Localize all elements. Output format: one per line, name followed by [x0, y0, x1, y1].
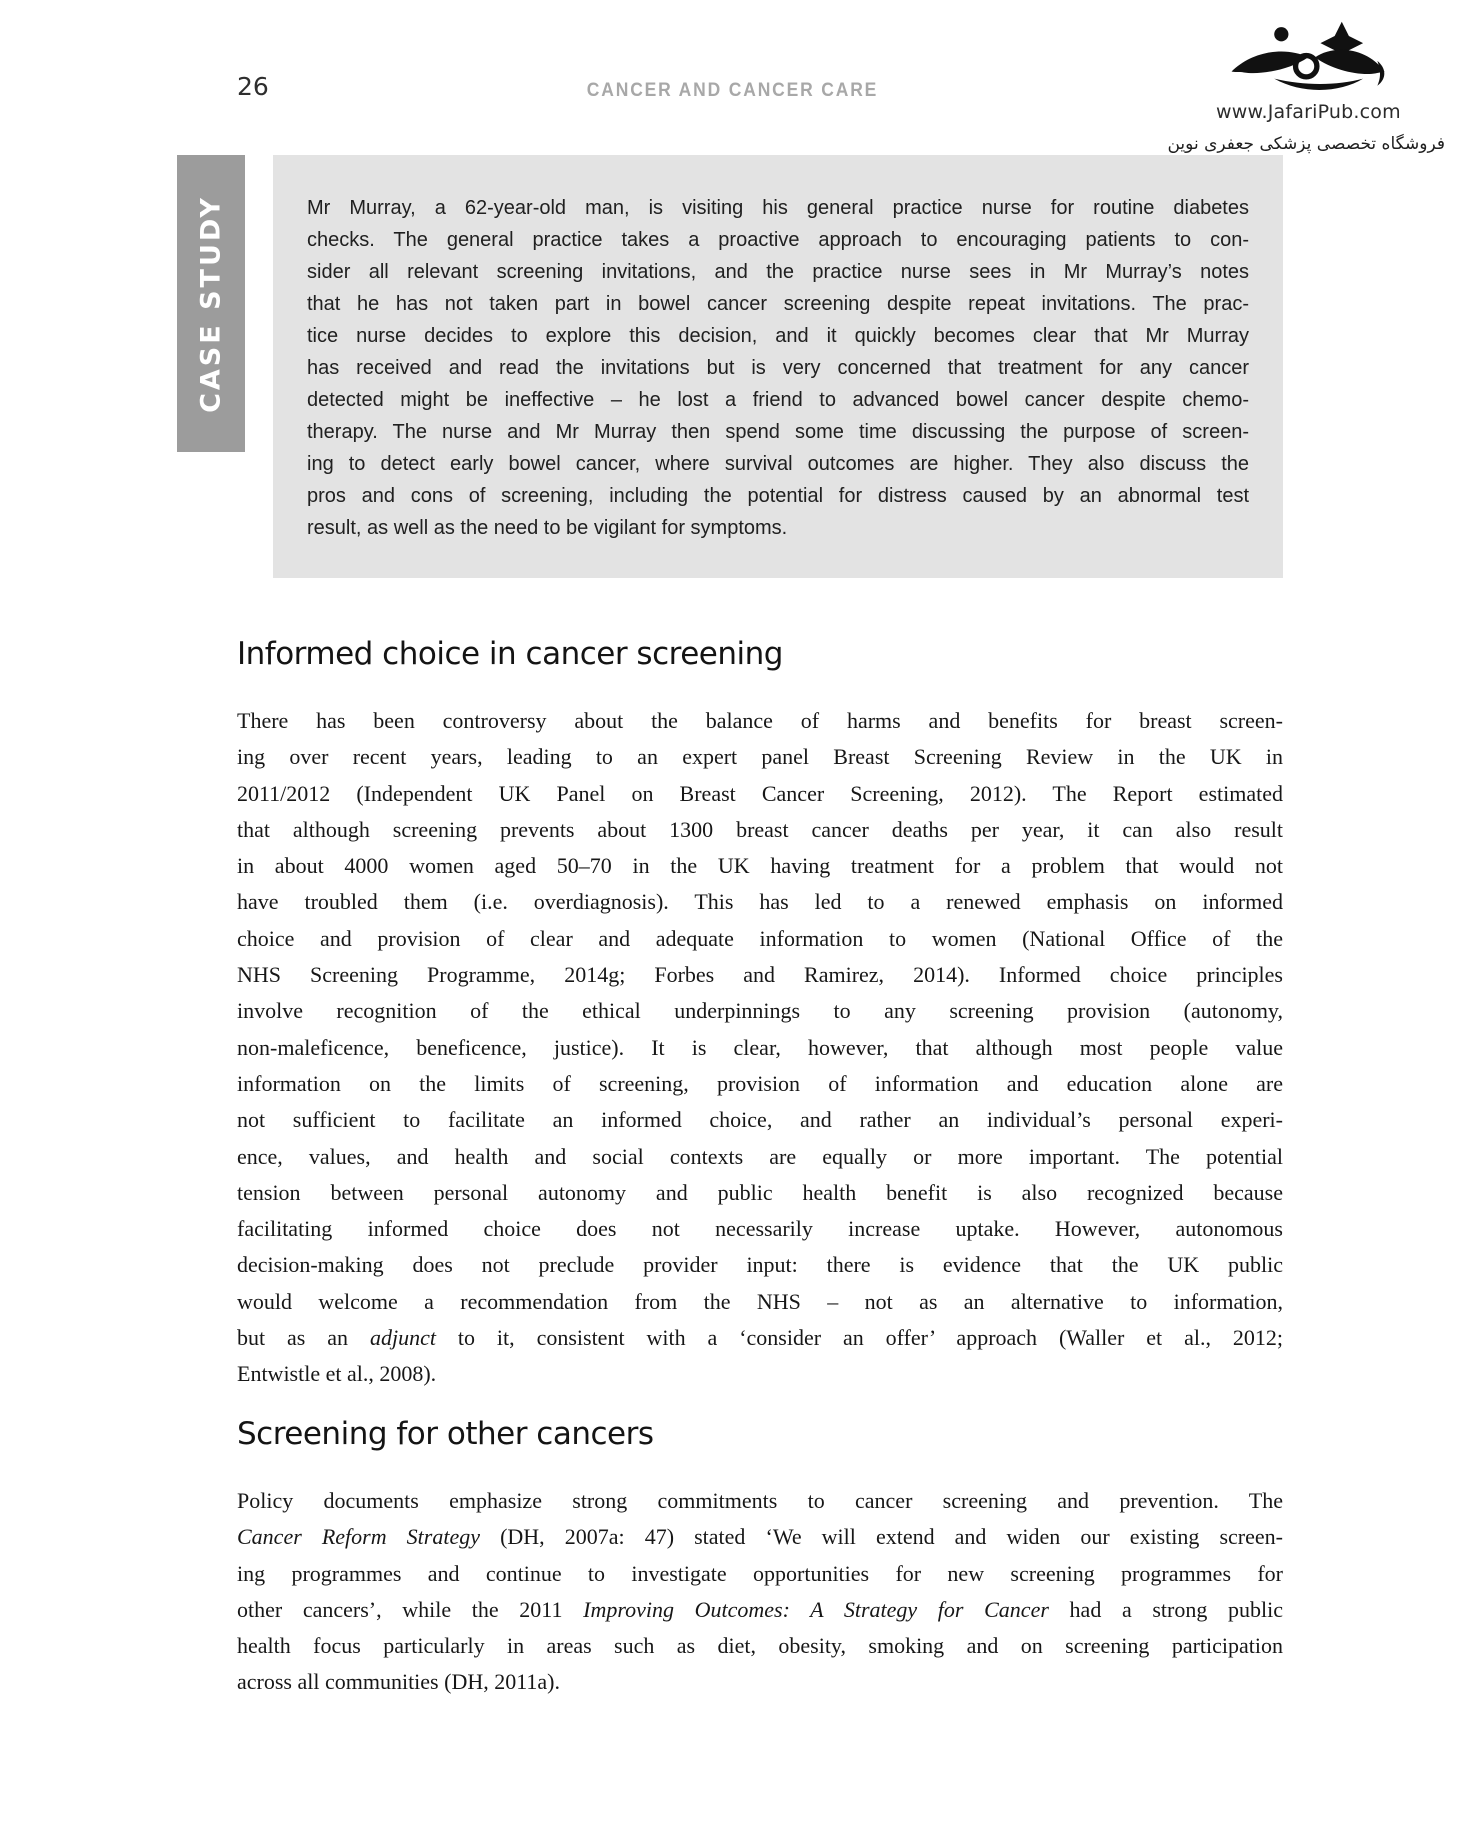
text-line: 2011/2012 (Independent UK Panel on Breast Cancer Screening, 2012). The Report estimated [237, 780, 1283, 806]
section-heading-informed-choice: Informed choice in cancer screening [237, 636, 783, 672]
text-line: result, as well as the need to be vigilant for symptoms. [307, 517, 788, 539]
text-line: would welcome a recommendation from the NHS – not as an alternative to information, [237, 1288, 1283, 1314]
text-line: NHS Screening Programme, 2014g; Forbes and Ramirez, 2014). Informed choice principles [237, 962, 1283, 988]
text-line: across all communities (DH, 2011a). [237, 1669, 560, 1695]
text-line: therapy. The nurse and Mr Murray then spend some time discussing the purpose of screen- [307, 421, 1249, 443]
section-paragraph-informed-choice [237, 703, 1283, 1393]
text-line: information on the limits of screening, provision of information and education alone are [237, 1070, 1283, 1096]
text-line: detected might be ineffective – he lost a friend to advanced bowel cancer despite chemo- [307, 389, 1249, 411]
text-line: ence, values, and health and social contexts are equally or more important. The potential [237, 1143, 1283, 1169]
text-line: has received and read the invitations but is very concerned that treatment for any cancer [307, 357, 1249, 379]
text-line: decision-making does not preclude provider input: there is evidence that the UK public [237, 1252, 1283, 1278]
text-line: involve recognition of the ethical underpinnings to any screening provision (autonomy, [237, 998, 1283, 1024]
text-line: Entwistle et al., 2008). [237, 1361, 437, 1387]
case-study-label: CASE STUDY [195, 194, 227, 413]
running-head: CANCER AND CANCER CARE [586, 80, 879, 101]
text-line: but as an adjunct to it, consistent with a ‘consider an offer’ approach (Waller et al., 2012; [237, 1325, 1284, 1351]
text-line: ing to detect early bowel cancer, where survival outcomes are higher. They also discuss the [307, 453, 1249, 475]
page-number: 26 [237, 72, 269, 101]
jafaripub-logo-icon [1219, 20, 1397, 100]
text-line: other cancers’, while the 2011 Improving Outcomes: A Strategy for Cancer had a strong public [237, 1596, 1283, 1622]
publisher-stamp [1216, 20, 1400, 123]
text-line: Cancer Reform Strategy (DH, 2007a: 47) stated ‘We will extend and widen our existing screen- [237, 1524, 1283, 1550]
text-line: tension between personal autonomy and public health benefit is also recognized because [237, 1179, 1283, 1205]
text-line: that he has not taken part in bowel cancer screening despite repeat invitations. The prac- [307, 293, 1249, 315]
text-line: that although screening prevents about 1300 breast cancer deaths per year, it can also result [237, 816, 1283, 842]
text-line: ing over recent years, leading to an expert panel Breast Screening Review in the UK in [237, 744, 1283, 770]
text-line: health focus particularly in areas such as diet, obesity, smoking and on screening participation [237, 1633, 1283, 1659]
text-line: not sufficient to facilitate an informed choice, and rather an individual’s personal experi- [237, 1107, 1283, 1133]
text-line: There has been controversy about the balance of harms and benefits for breast screen- [237, 708, 1283, 733]
text-line: checks. The general practice takes a proactive approach to encouraging patients to con- [307, 229, 1249, 251]
publisher-website: www.JafariPub.com [1216, 101, 1401, 123]
text-line: facilitating informed choice does not necessarily increase uptake. However, autonomous [237, 1216, 1283, 1242]
text-line: pros and cons of screening, including the potential for distress caused by an abnormal test [307, 485, 1249, 507]
text-line: ing programmes and continue to investigate opportunities for new screening programmes for [237, 1560, 1283, 1586]
publisher-tagline-farsi: فروشگاه تخصصی پزشکی جعفری نوین [1167, 134, 1445, 154]
section-paragraph-screening-other-cancers [237, 1483, 1283, 1701]
case-study-box [273, 155, 1283, 578]
section-heading-screening-other-cancers: Screening for other cancers [237, 1416, 654, 1452]
text-line: non-maleficence, beneficence, justice). It is clear, however, that although most people value [237, 1034, 1283, 1060]
text-line: have troubled them (i.e. overdiagnosis). This has led to a renewed emphasis on informed [237, 889, 1283, 915]
text-line: choice and provision of clear and adequate information to women (National Office of the [237, 925, 1283, 951]
text-line: Mr Murray, a 62-year-old man, is visiting his general practice nurse for routine diabetes [307, 197, 1249, 219]
text-line: Policy documents emphasize strong commitments to cancer screening and prevention. The [237, 1488, 1283, 1513]
case-study-tab [177, 155, 245, 452]
text-line: in about 4000 women aged 50–70 in the UK having treatment for a problem that would not [237, 853, 1283, 879]
text-line: sider all relevant screening invitations, and the practice nurse sees in Mr Murray’s notes [307, 261, 1249, 283]
text-line: tice nurse decides to explore this decision, and it quickly becomes clear that Mr Murray [307, 325, 1249, 347]
